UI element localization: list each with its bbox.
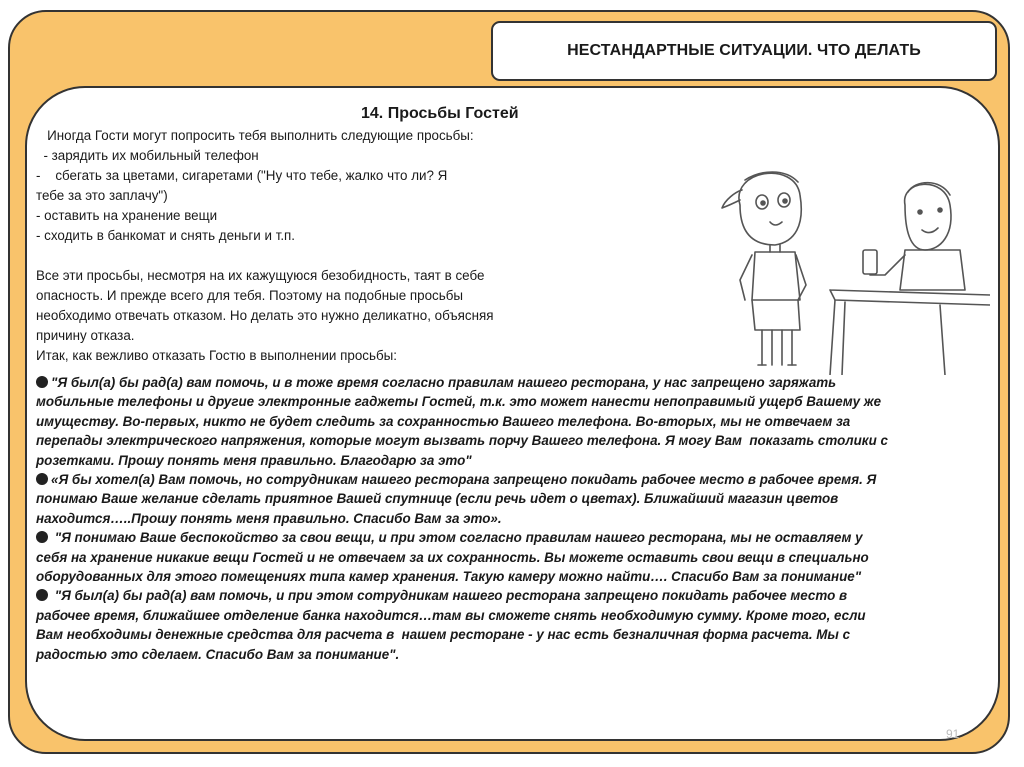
guest-figure (863, 183, 965, 290)
intro-line: - зарядить их мобильный телефон (36, 148, 259, 163)
section-heading: 14. Просьбы Гостей (361, 105, 519, 122)
answer-line: "Я понимаю Ваше беспокойство за свои вещи, и при этом согласно правилам нашего ресторана, мы не оставляем у (36, 528, 991, 547)
answer-line: "Я был(а) бы рад(а) вам помочь, и при этом сотрудникам нашего ресторана запрещено покидать рабочее место в (36, 586, 991, 605)
slide-title (491, 21, 997, 81)
bullet-icon (36, 531, 48, 543)
waiter-figure (722, 172, 806, 365)
intro-line: Все эти просьбы, несмотря на их кажущуюся безобидность, таят в себе (36, 268, 485, 283)
intro-line: необходимо отвечать отказом. Но делать это нужно деликатно, объясняя (36, 308, 494, 323)
answer-line: находится…..Прошу понять меня правильно. Спасибо Вам за это». (36, 510, 502, 526)
answer-line: радостью это сделаем. Спасибо Вам за понимание". (36, 646, 400, 662)
answer-line: имуществу. Во-первых, никто не будет следить за сохранностью Вашего телефона. Во-вторых, мы не отвечаем за (36, 413, 851, 429)
answer-line: «Я бы хотел(а) Вам помочь, но сотрудникам нашего ресторана запрещено покидать рабочее место в рабочее время. Я (36, 470, 991, 489)
bullet-icon (36, 589, 48, 601)
table-drawing (830, 290, 990, 375)
answer-line: оборудованных для этого помещениях типа камер хранения. Такую камеру можно найти…. Спасибо Вам за понимание" (36, 569, 862, 585)
page-number: 91 (946, 727, 960, 741)
intro-line: причину отказа. (36, 328, 135, 343)
answer-line: понимаю Ваше желание сделать приятное Вашей спутнице (если речь идет о цветах). Ближайший магазин цветов (36, 491, 839, 507)
intro-line: - оставить на хранение вещи (36, 208, 218, 223)
answer-line: "Я был(а) бы рад(а) вам помочь, и в тоже время согласно правилам нашего ресторана, у нас запрещено заряжать (36, 373, 991, 392)
intro-line: - сходить в банкомат и снять деньги и т.п. (36, 228, 296, 243)
intro-line: тебе за это заплачу") (36, 188, 168, 203)
intro-line: Иногда Гости могут попросить тебя выполнить следующие просьбы: (36, 128, 474, 143)
bullet-icon (36, 473, 48, 485)
intro-line: Итак, как вежливо отказать Гостю в выполнении просьбы: (36, 348, 397, 363)
answer-line: рабочее время, ближайшее отделение банка находится…там вы сможете снять необходимую сумму. Кроме того, если (36, 607, 866, 623)
answer-line: перепады электрического напряжения, которые могут вызвать порчу Вашего телефона. Я могу Вам показать столики с (36, 433, 888, 449)
answer-line: Вам необходимы денежные средства для расчета в нашем ресторане - у нас есть безналичная форма расчета. Мы с (36, 627, 851, 643)
intro-line (36, 246, 576, 266)
slide-title-text: НЕСТАНДАРТНЫЕ СИТУАЦИИ. ЧТО ДЕЛАТЬ (567, 42, 921, 59)
answer-line: себя на хранение никакие вещи Гостей и не отвечаем за их сохранность. Вы можете оставить свои вещи в специально (36, 549, 869, 565)
polite-refusal-examples (36, 373, 991, 664)
answer-line: мобильные телефоны и другие электронные гаджеты Гостей, т.к. это может нанести непоправимый ущерб Вашему же (36, 394, 882, 410)
bullet-icon (36, 376, 48, 388)
intro-line: опасность. И прежде всего для тебя. Поэтому на подобные просьбы (36, 288, 464, 303)
intro-text (36, 126, 576, 366)
answer-line: розетками. Прошу понять меня правильно. Благодарю за это" (36, 452, 472, 468)
intro-line: - сбегать за цветами, сигаретами ("Ну что тебе, жалко что ли? Я (36, 168, 448, 183)
waiter-guest-illustration (700, 150, 990, 375)
